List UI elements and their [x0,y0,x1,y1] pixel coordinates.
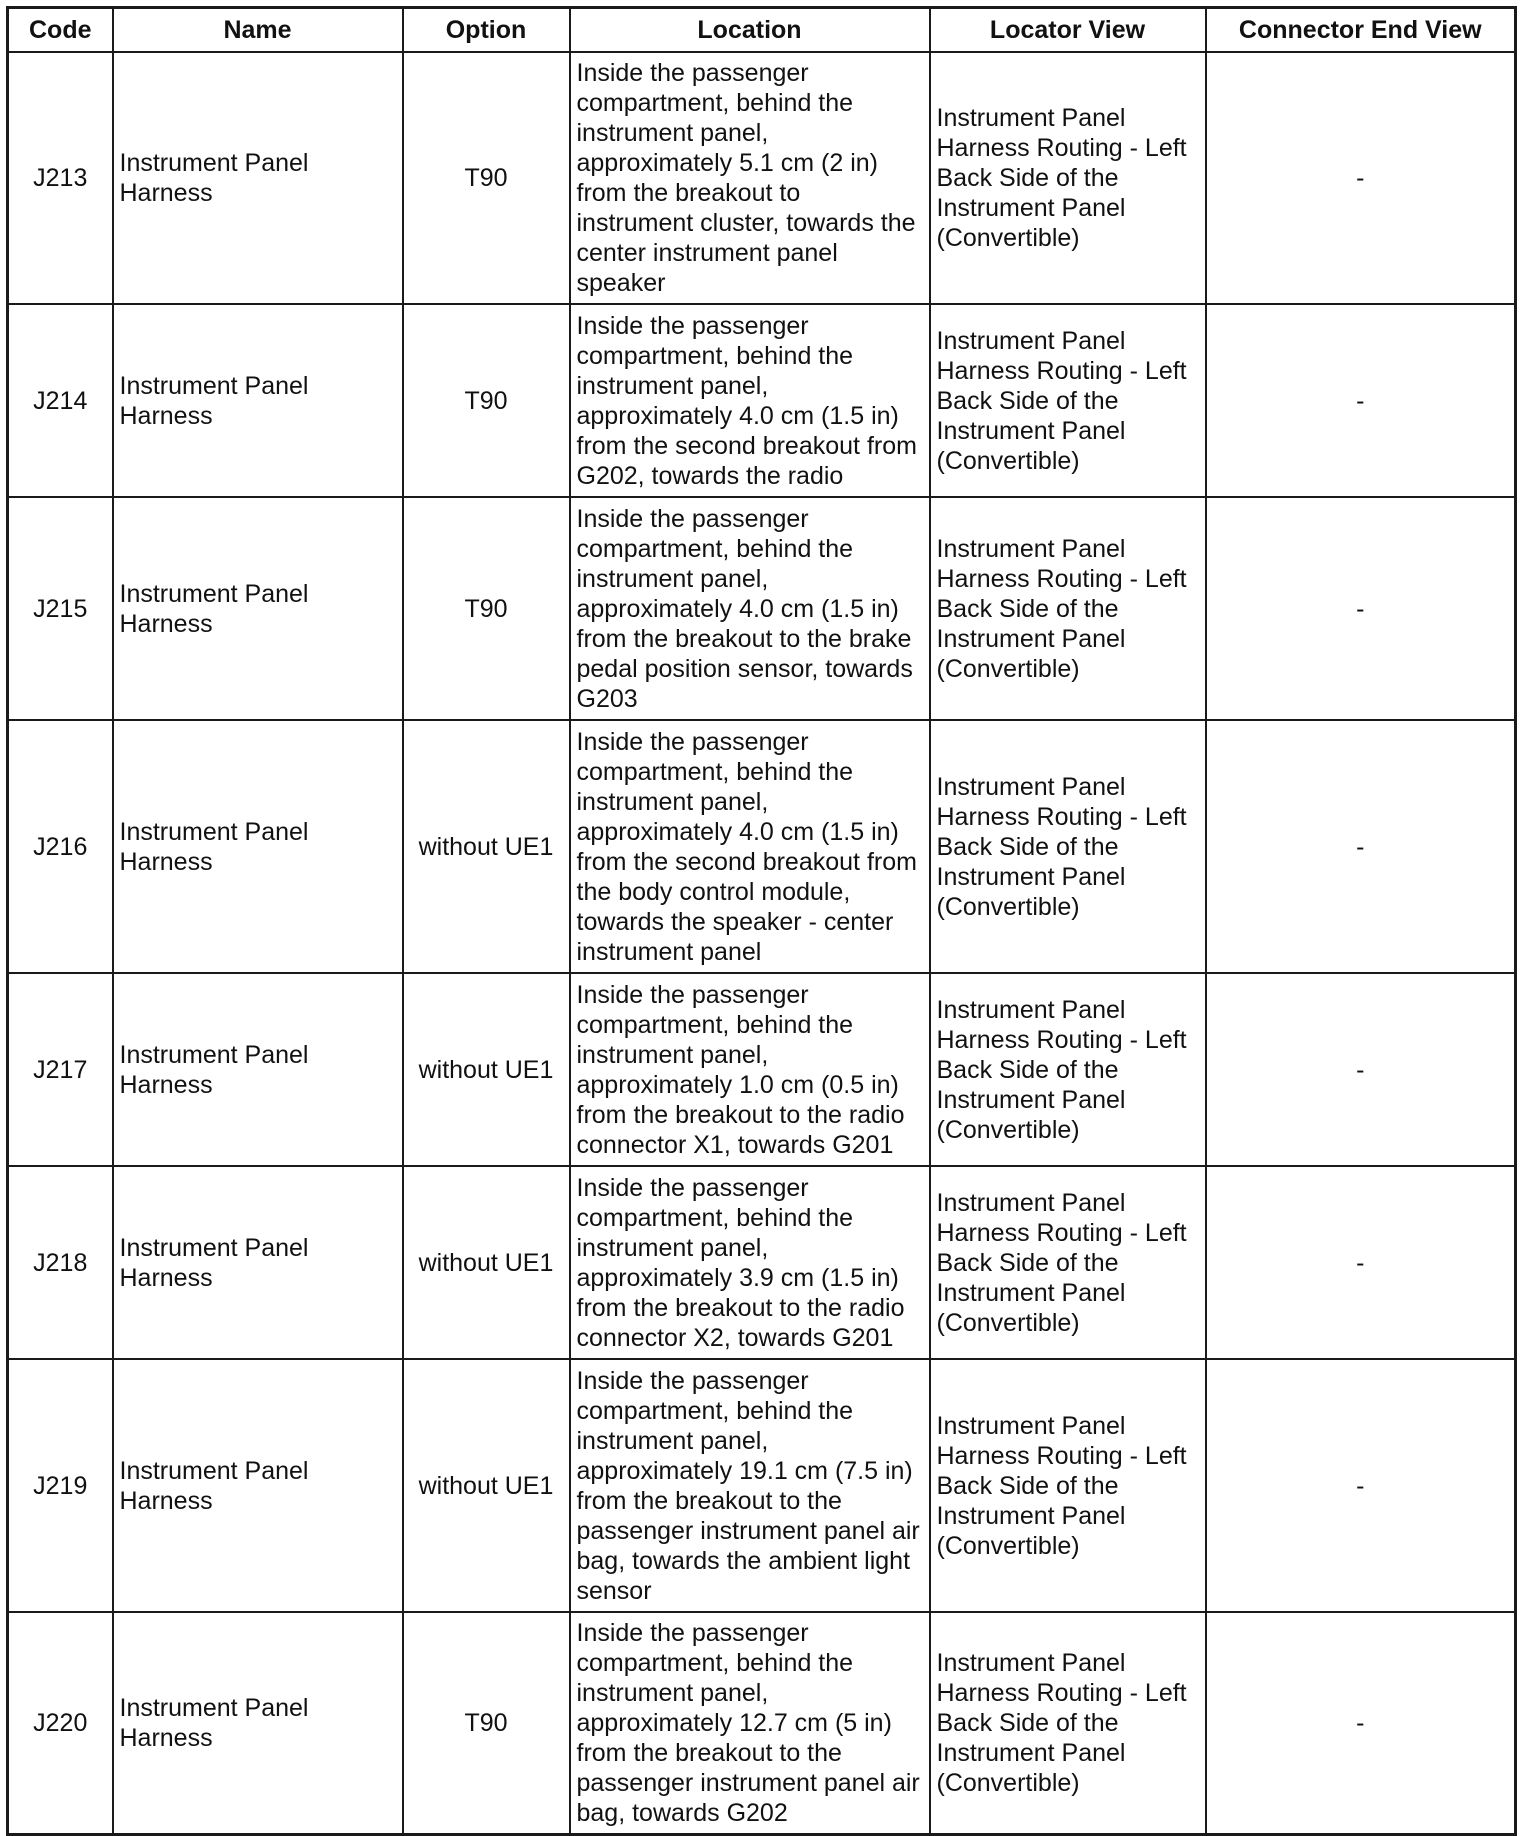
cell-name: Instrument Panel Harness [113,1166,403,1359]
cell-connector-end-view: - [1206,973,1516,1166]
cell-code: J218 [8,1166,113,1359]
cell-location: Inside the passenger compartment, behind the instrument panel, approximately 12.7 cm (5 in) from the breakout to the passenger instrument panel air bag, towards G202 [570,1612,930,1834]
cell-option: T90 [403,52,570,304]
cell-option: without UE1 [403,1359,570,1612]
cell-connector-end-view: - [1206,1359,1516,1612]
table-row [8,720,1516,973]
table-row [8,497,1516,720]
cell-connector-end-view: - [1206,1612,1516,1834]
cell-locator-view: Instrument Panel Harness Routing - Left Back Side of the Instrument Panel (Convertible) [930,1166,1206,1359]
cell-option: T90 [403,1612,570,1834]
cell-name: Instrument Panel Harness [113,720,403,973]
header-location: Location [570,8,930,53]
cell-locator-view: Instrument Panel Harness Routing - Left Back Side of the Instrument Panel (Convertible) [930,1612,1206,1834]
cell-connector-end-view: - [1206,304,1516,497]
cell-locator-view: Instrument Panel Harness Routing - Left Back Side of the Instrument Panel (Convertible) [930,304,1206,497]
cell-connector-end-view: - [1206,497,1516,720]
cell-name: Instrument Panel Harness [113,1359,403,1612]
cell-locator-view: Instrument Panel Harness Routing - Left Back Side of the Instrument Panel (Convertible) [930,52,1206,304]
table-row [8,1612,1516,1834]
cell-location: Inside the passenger compartment, behind the instrument panel, approximately 5.1 cm (2 in) from the breakout to instrument cluster, towards the center instrument panel speaker [570,52,930,304]
cell-name: Instrument Panel Harness [113,973,403,1166]
table-row [8,1166,1516,1359]
cell-location: Inside the passenger compartment, behind the instrument panel, approximately 4.0 cm (1.5 in) from the second breakout from the body control module, towards the speaker - center instrument panel [570,720,930,973]
cell-option: without UE1 [403,973,570,1166]
cell-option: T90 [403,304,570,497]
cell-locator-view: Instrument Panel Harness Routing - Left Back Side of the Instrument Panel (Convertible) [930,1359,1206,1612]
header-code: Code [8,8,113,53]
table-row [8,304,1516,497]
cell-location: Inside the passenger compartment, behind the instrument panel, approximately 3.9 cm (1.5 in) from the breakout to the radio connector X2, towards G201 [570,1166,930,1359]
cell-location: Inside the passenger compartment, behind the instrument panel, approximately 1.0 cm (0.5 in) from the breakout to the radio connector X1, towards G201 [570,973,930,1166]
cell-code: J215 [8,497,113,720]
cell-location: Inside the passenger compartment, behind the instrument panel, approximately 4.0 cm (1.5 in) from the breakout to the brake pedal position sensor, towards G203 [570,497,930,720]
cell-option: without UE1 [403,720,570,973]
table-header-row [8,8,1516,53]
cell-locator-view: Instrument Panel Harness Routing - Left Back Side of the Instrument Panel (Convertible) [930,973,1206,1166]
splice-pack-table [6,6,1517,1836]
cell-code: J216 [8,720,113,973]
header-option: Option [403,8,570,53]
header-name: Name [113,8,403,53]
cell-locator-view: Instrument Panel Harness Routing - Left Back Side of the Instrument Panel (Convertible) [930,497,1206,720]
document-page [6,6,1514,1828]
cell-location: Inside the passenger compartment, behind the instrument panel, approximately 19.1 cm (7.5 in) from the breakout to the passenger instrument panel air bag, towards the ambient light sensor [570,1359,930,1612]
cell-code: J220 [8,1612,113,1834]
cell-name: Instrument Panel Harness [113,52,403,304]
cell-locator-view: Instrument Panel Harness Routing - Left Back Side of the Instrument Panel (Convertible) [930,720,1206,973]
cell-location: Inside the passenger compartment, behind the instrument panel, approximately 4.0 cm (1.5 in) from the second breakout from G202, towards the radio [570,304,930,497]
cell-name: Instrument Panel Harness [113,304,403,497]
header-connector-end-view: Connector End View [1206,8,1516,53]
cell-name: Instrument Panel Harness [113,1612,403,1834]
cell-connector-end-view: - [1206,720,1516,973]
cell-code: J219 [8,1359,113,1612]
cell-option: without UE1 [403,1166,570,1359]
header-locator-view: Locator View [930,8,1206,53]
cell-code: J217 [8,973,113,1166]
table-row [8,52,1516,304]
cell-option: T90 [403,497,570,720]
cell-name: Instrument Panel Harness [113,497,403,720]
cell-connector-end-view: - [1206,1166,1516,1359]
cell-code: J213 [8,52,113,304]
table-row [8,1359,1516,1612]
table-row [8,973,1516,1166]
cell-connector-end-view: - [1206,52,1516,304]
cell-code: J214 [8,304,113,497]
